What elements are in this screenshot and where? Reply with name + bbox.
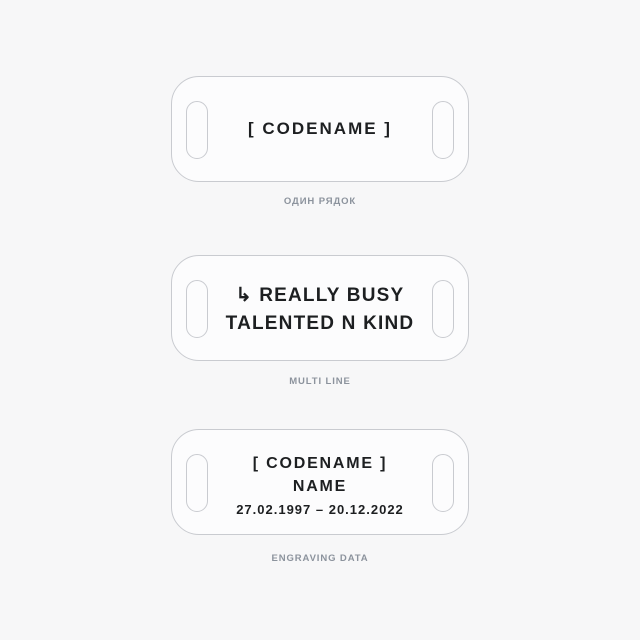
variant-engraving-data [171, 429, 469, 564]
engraving-line: NAME [292, 478, 348, 495]
engraving-line: 27.02.1997 – 20.12.2022 [236, 502, 404, 517]
engraving-text [248, 117, 392, 141]
strap-slot-right-icon [432, 280, 454, 338]
strap-slot-right-icon [432, 101, 454, 159]
engraving-line: [ CODENAME ] [248, 119, 392, 138]
engraving-line: ↳ REALLY BUSY [235, 284, 405, 306]
engraving-plate [171, 255, 469, 361]
strap-slot-left-icon [186, 101, 208, 159]
variant-caption: ОДИН РЯДОК [283, 196, 357, 207]
engraving-text [226, 279, 415, 338]
engraving-text [236, 443, 404, 521]
variant-caption: ENGRAVING DATA [271, 553, 369, 564]
strap-slot-left-icon [186, 280, 208, 338]
variant-multi-line [171, 255, 469, 387]
engraving-plate [171, 76, 469, 182]
variant-caption: MULTI LINE [289, 376, 351, 387]
engraving-line: [ CODENAME ] [252, 455, 388, 472]
variant-single-row [171, 76, 469, 207]
engraving-line: TALENTED N KIND [225, 312, 415, 334]
engraving-plate [171, 429, 469, 535]
strap-slot-right-icon [432, 454, 454, 512]
strap-slot-left-icon [186, 454, 208, 512]
